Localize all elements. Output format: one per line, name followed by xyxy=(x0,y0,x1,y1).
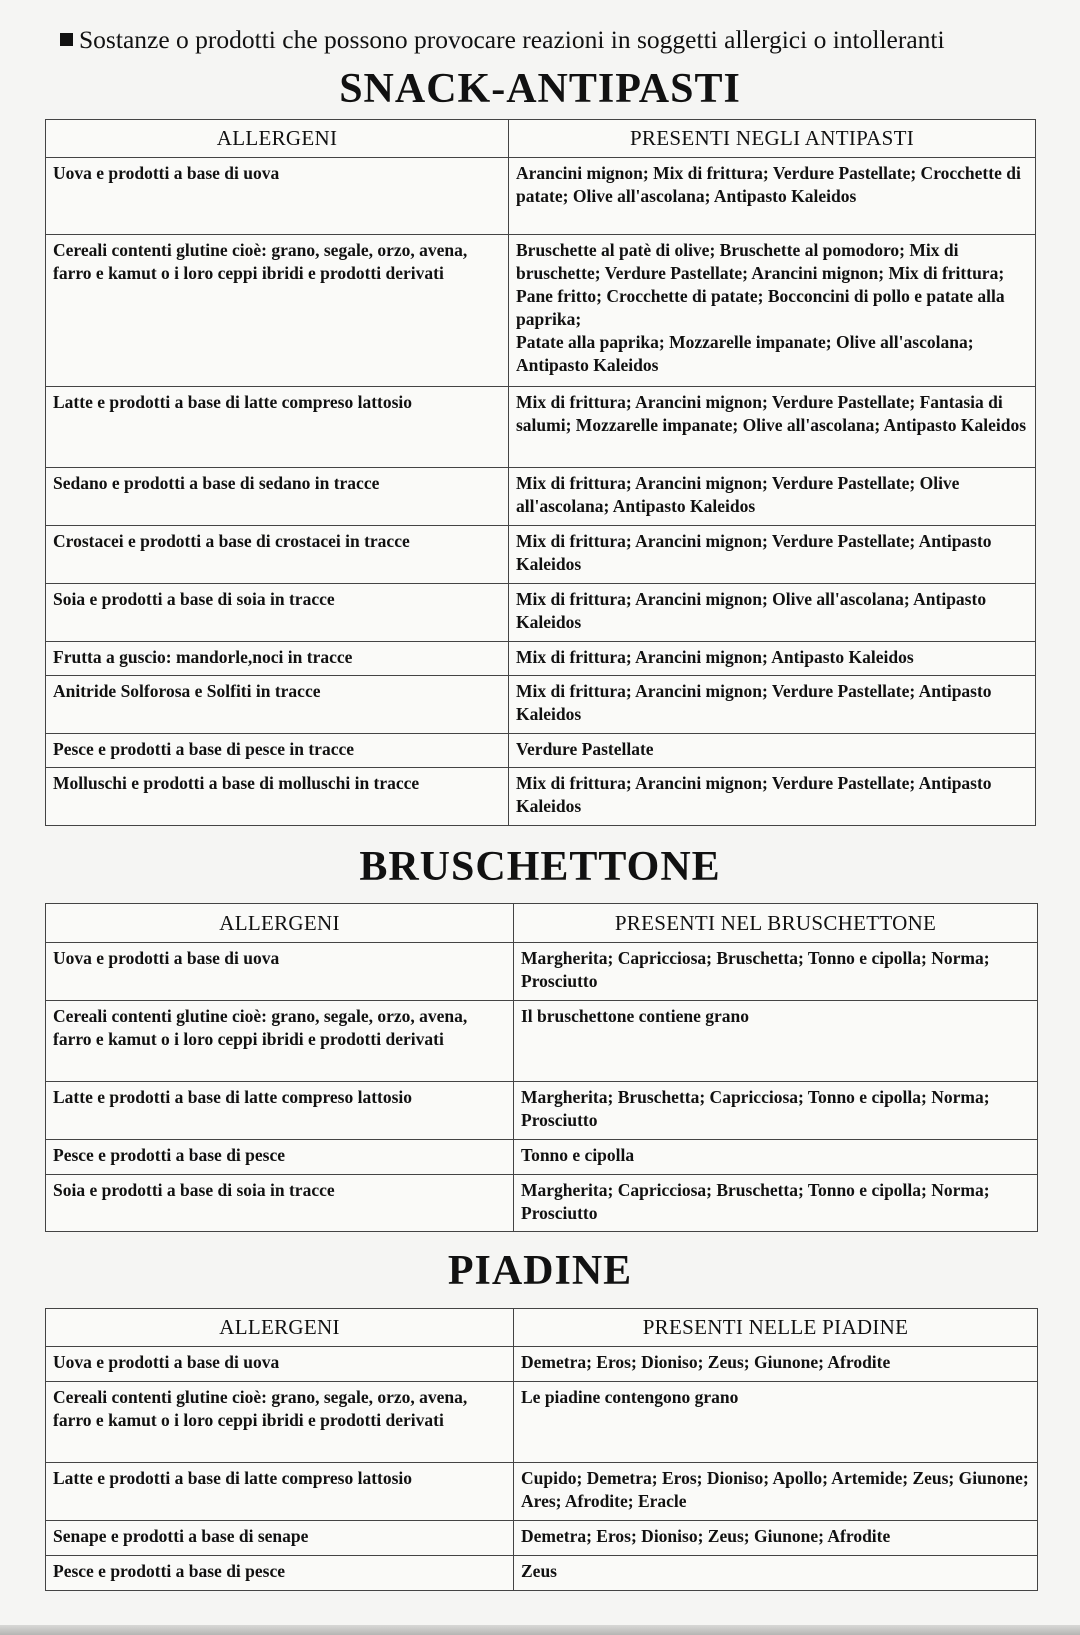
table-antipasti xyxy=(45,119,1036,826)
column-header-presenti: PRESENTI NEL BRUSCHETTONE xyxy=(514,904,1038,943)
allergen-cell: Latte e prodotti a base di latte compreso lattosio xyxy=(46,1082,514,1140)
allergen-cell: Latte e prodotti a base di latte compreso lattosio xyxy=(46,1463,514,1521)
allergen-cell: Uova e prodotti a base di uova xyxy=(46,943,514,1001)
square-bullet-icon xyxy=(60,33,73,46)
intro-line xyxy=(60,24,1040,56)
present-cell: Le piadine contengono grano xyxy=(514,1382,1038,1463)
bottom-edge xyxy=(0,1625,1080,1635)
allergen-cell: Cereali contenti glutine cioè: grano, segale, orzo, avena, farro e kamut o i loro ceppi ibridi e prodotti derivati xyxy=(46,235,509,387)
column-header-allergeni: ALLERGENI xyxy=(46,904,514,943)
section-title-piadine: PIADINE xyxy=(447,1248,633,1294)
present-cell: Il bruschettone contiene grano xyxy=(514,1001,1038,1082)
present-cell: Arancini mignon; Mix di frittura; Verdure Pastellate; Crocchette di patate; Olive all'ascolana; Antipasto Kaleidos xyxy=(509,158,1036,235)
present-cell: Mix di frittura; Arancini mignon; Verdure Pastellate; Antipasto Kaleidos xyxy=(509,768,1036,826)
table-header-row xyxy=(46,120,1036,158)
present-cell: Mix di frittura; Arancini mignon; Verdure Pastellate; Olive all'ascolana; Antipasto Kaleidos xyxy=(509,468,1036,526)
table-row xyxy=(46,943,1038,1001)
table-row xyxy=(46,1521,1038,1556)
allergen-cell: Molluschi e prodotti a base di molluschi in tracce xyxy=(46,768,509,826)
table-row xyxy=(46,526,1036,584)
table-bruschettone xyxy=(45,903,1038,1232)
allergen-cell: Pesce e prodotti a base di pesce xyxy=(46,1140,514,1175)
present-cell: Mix di frittura; Arancini mignon; Verdure Pastellate; Fantasia di salumi; Mozzarelle impanate; Olive all'ascolana; Antipasto Kaleidos xyxy=(509,387,1036,468)
present-cell: Verdure Pastellate xyxy=(509,734,1036,768)
allergen-cell: Latte e prodotti a base di latte compreso lattosio xyxy=(46,387,509,468)
table-row xyxy=(46,387,1036,468)
table-header-row xyxy=(46,1309,1038,1347)
allergen-cell: Senape e prodotti a base di senape xyxy=(46,1521,514,1556)
table-row xyxy=(46,768,1036,826)
table-row xyxy=(46,1175,1038,1232)
table-row xyxy=(46,584,1036,642)
present-cell xyxy=(509,235,1036,387)
allergen-cell: Uova e prodotti a base di uova xyxy=(46,1347,514,1382)
allergen-cell: Soia e prodotti a base di soia in tracce xyxy=(46,1175,514,1232)
allergen-cell: Pesce e prodotti a base di pesce in tracce xyxy=(46,734,509,768)
allergen-cell: Sedano e prodotti a base di sedano in tracce xyxy=(46,468,509,526)
present-cell: Cupido; Demetra; Eros; Dioniso; Apollo; Artemide; Zeus; Giunone; Ares; Afrodite; Eracle xyxy=(514,1463,1038,1521)
present-cell: Mix di frittura; Arancini mignon; Verdure Pastellate; Antipasto Kaleidos xyxy=(509,676,1036,734)
allergen-cell: Anitride Solforosa e Solfiti in tracce xyxy=(46,676,509,734)
present-cell: Tonno e cipolla xyxy=(514,1140,1038,1175)
table-row xyxy=(46,468,1036,526)
table-row xyxy=(46,1382,1038,1463)
allergen-cell: Uova e prodotti a base di uova xyxy=(46,158,509,235)
table-row xyxy=(46,1082,1038,1140)
allergen-cell: Soia e prodotti a base di soia in tracce xyxy=(46,584,509,642)
table-row xyxy=(46,642,1036,676)
present-cell: Mix di frittura; Arancini mignon; Olive all'ascolana; Antipasto Kaleidos xyxy=(509,584,1036,642)
present-cell: Demetra; Eros; Dioniso; Zeus; Giunone; Afrodite xyxy=(514,1521,1038,1556)
allergen-cell: Cereali contenti glutine cioè: grano, segale, orzo, avena, farro e kamut o i loro ceppi ibridi e prodotti derivati xyxy=(46,1001,514,1082)
present-text: Bruschette al patè di olive; Bruschette al pomodoro; Mix di bruschette; Verdure Pastellate; Arancini mignon; Mix di frittura; Pane fritto; Crocchette di patate; Bocconcini di pollo e patate alla paprika; Patate alla paprika; Mozzarelle impanate; Olive all'ascolana; Antipasto Kaleidos xyxy=(516,240,1005,375)
table-row xyxy=(46,1556,1038,1591)
column-header-presenti: PRESENTI NEGLI ANTIPASTI xyxy=(509,120,1036,158)
present-cell: Mix di frittura; Arancini mignon; Antipasto Kaleidos xyxy=(509,642,1036,676)
present-cell: Demetra; Eros; Dioniso; Zeus; Giunone; Afrodite xyxy=(514,1347,1038,1382)
column-header-allergeni: ALLERGENI xyxy=(46,120,509,158)
intro-text: Sostanze o prodotti che possono provocare reazioni in soggetti allergici o intolleranti xyxy=(79,25,945,54)
table-row xyxy=(46,1463,1038,1521)
table-row xyxy=(46,1140,1038,1175)
present-cell: Mix di frittura; Arancini mignon; Verdure Pastellate; Antipasto Kaleidos xyxy=(509,526,1036,584)
table-row xyxy=(46,158,1036,235)
table-piadine xyxy=(45,1308,1038,1591)
present-cell: Margherita; Capricciosa; Bruschetta; Tonno e cipolla; Norma; Prosciutto xyxy=(514,1175,1038,1232)
column-header-presenti: PRESENTI NELLE PIADINE xyxy=(514,1309,1038,1347)
table-row xyxy=(46,676,1036,734)
allergen-cell: Crostacei e prodotti a base di crostacei in tracce xyxy=(46,526,509,584)
present-cell: Zeus xyxy=(514,1556,1038,1591)
present-cell: Margherita; Bruschetta; Capricciosa; Tonno e cipolla; Norma; Prosciutto xyxy=(514,1082,1038,1140)
table-row xyxy=(46,235,1036,387)
allergen-cell: Frutta a guscio: mandorle,noci in tracce xyxy=(46,642,509,676)
allergen-cell: Cereali contenti glutine cioè: grano, segale, orzo, avena, farro e kamut o i loro ceppi ibridi e prodotti derivati xyxy=(46,1382,514,1463)
table-header-row xyxy=(46,904,1038,943)
allergen-cell: Pesce e prodotti a base di pesce xyxy=(46,1556,514,1591)
present-cell: Margherita; Capricciosa; Bruschetta; Tonno e cipolla; Norma; Prosciutto xyxy=(514,943,1038,1001)
table-row xyxy=(46,1001,1038,1082)
table-row xyxy=(46,734,1036,768)
section-title-bruschettone: BRUSCHETTONE xyxy=(359,844,721,890)
table-row xyxy=(46,1347,1038,1382)
column-header-allergeni: ALLERGENI xyxy=(46,1309,514,1347)
section-title-antipasti: SNACK-ANTIPASTI xyxy=(339,66,741,112)
